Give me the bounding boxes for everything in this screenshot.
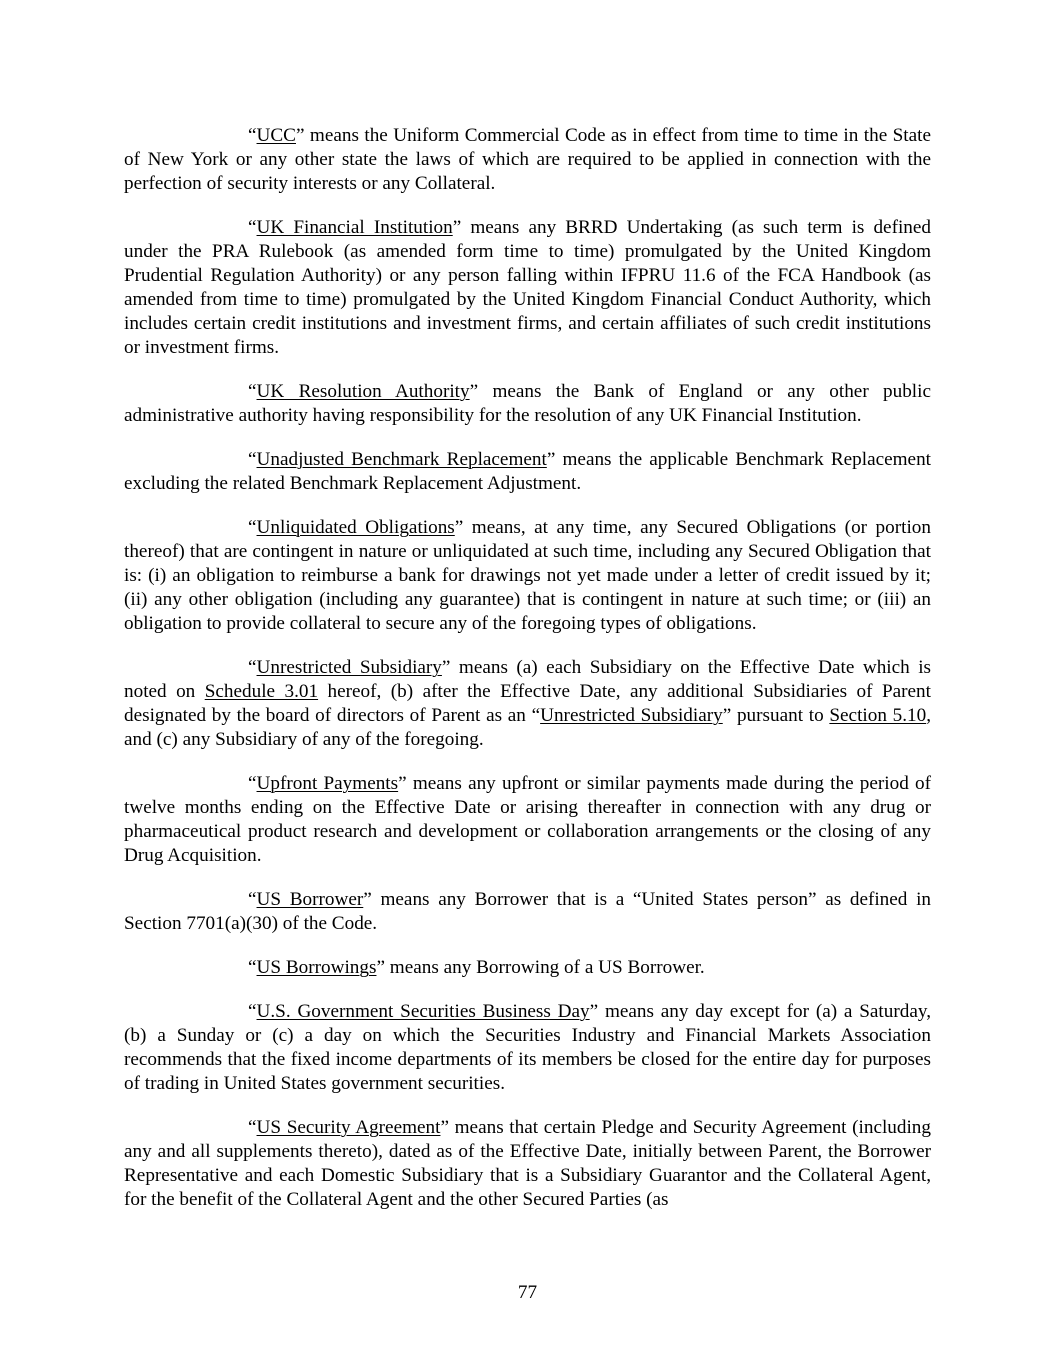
definition-text: means any day except for (a) a Saturday, (b) a Sunday or (c) a day on which the Securities Industry and Financial Markets Association recommends that the fixed income departments of its members be closed for the entire day for purposes of trading in United States government securities.	[124, 1001, 931, 1094]
defined-term: Upfront Payments	[256, 773, 399, 794]
page-number: 77	[517, 1282, 538, 1303]
defined-term: US Security Agreement	[256, 1117, 441, 1138]
definition-unliquidated-obligations: “Unliquidated Obligations” means, at any time, any Secured Obligations (or portion thereof) that are contingent in nature or unliquidated at such time, including any Secured Obligation that is: (i) an obligation to reimburse a bank for drawings not yet made under a letter of credit issued by it; (ii) any other obligation (including any guarantee) that is contingent in nature at such time; or (iii) an obligation to provide collateral to secure any of the foregoing types of obligations.	[124, 517, 931, 634]
definition-text: means any upfront or similar payments made during the period of twelve months ending on the Effective Date or arising thereafter in connection with any drug or pharmaceutical product research and development or collaboration arrangements or the closing of any Drug Acquisition.	[124, 773, 931, 866]
term-reference-link: Unrestricted Subsidiary	[540, 705, 723, 726]
definition-text: hereof, (b) after the Effective Date, any additional Subsidiaries of Parent designated by the board of directors of Parent as an “	[124, 681, 931, 726]
section-reference-link: Section 5.10	[829, 705, 927, 726]
definition-text: means any Borrower that is a “United States person” as defined in Section 7701(a)(30) of the Code.	[124, 889, 931, 934]
definition-us-borrower: “US Borrower” means any Borrower that is a “United States person” as defined in Section 7701(a)(30) of the Code.	[124, 889, 931, 934]
defined-term: UK Financial Institution	[256, 217, 453, 238]
definition-text: , and (c) any Subsidiary of any of the foregoing.	[124, 705, 931, 750]
definition-us-borrowings: “US Borrowings” means any Borrowing of a US Borrower.	[248, 957, 705, 978]
defined-term: UK Resolution Authority	[256, 381, 470, 402]
definition-unrestricted-subsidiary: “Unrestricted Subsidiary” means (a) each Subsidiary on the Effective Date which is noted on Schedule 3.01 hereof, (b) after the Effective Date, any additional Subsidiaries of Parent designated by the board of directors of Parent as an “Unrestricted Subsidiary” pursuant to Section 5.10, and (c) any Subsidiary of any of the foregoing.	[124, 657, 931, 750]
definition-text: means (a) each Subsidiary on the Effective Date which is noted on	[124, 657, 931, 702]
defined-term: UCC	[256, 125, 296, 146]
definition-uk-financial-institution: “UK Financial Institution” means any BRRD Undertaking (as such term is defined under the PRA Rulebook (as amended form time to time) promulgated by the United Kingdom Prudential Regulation Authority) or any person falling within IFPRU 11.6 of the FCA Handbook (as amended from time to time) promulgated by the United Kingdom Financial Conduct Authority, which includes certain credit institutions and investment firms, and certain affiliates of such credit institutions or investment firms.	[124, 217, 932, 358]
definition-text: means the Uniform Commercial Code as in effect from time to time in the State of New York or any other state the laws of which are required to be applied in connection with the perfection of security interests or any Collateral.	[124, 125, 931, 194]
definition-us-security-agreement: “US Security Agreement” means that certain Pledge and Security Agreement (including any and all supplements thereto), dated as of the Effective Date, initially between Parent, the Borrower Representative and each Domestic Subsidiary that is a Subsidiary Guarantor and the Collateral Agent, for the benefit of the Collateral Agent and the other Secured Parties (as	[124, 1117, 931, 1210]
definition-unadjusted-benchmark-replacement: “Unadjusted Benchmark Replacement” means the applicable Benchmark Replacement excluding the related Benchmark Replacement Adjustment.	[124, 449, 931, 494]
definition-text: means any BRRD Undertaking (as such term is defined under the PRA Rulebook (as amended form time to time) promulgated by the United Kingdom Prudential Regulation Authority) or any person falling within IFPRU 11.6 of the FCA Handbook (as amended from time to time) promulgated by the United Kingdom Financial Conduct Authority, which includes certain credit institutions and investment firms, and certain affiliates of such credit institutions or investment firms.	[124, 217, 932, 358]
defined-term: U.S. Government Securities Business Day	[256, 1001, 590, 1022]
definition-text: means that certain Pledge and Security Agreement (including any and all supplements thereto), dated as of the Effective Date, initially between Parent, the Borrower Representative and each Domestic Subsidiary that is a Subsidiary Guarantor and the Collateral Agent, for the benefit of the Collateral Agent and the other Secured Parties (as	[124, 1117, 931, 1210]
defined-term: Unliquidated Obligations	[256, 517, 455, 538]
definition-text: means any Borrowing of a US Borrower.	[385, 957, 705, 978]
defined-term: US Borrower	[256, 889, 364, 910]
defined-term: US Borrowings	[256, 957, 377, 978]
definition-us-government-securities-business-day: “U.S. Government Securities Business Day” means any day except for (a) a Saturday, (b) a Sunday or (c) a day on which the Securities Industry and Financial Markets Association recommends that the fixed income departments of its members be closed for the entire day for purposes of trading in United States government securities.	[124, 1001, 931, 1094]
definition-text: means, at any time, any Secured Obligations (or portion thereof) that are contingent in nature or unliquidated at such time, including any Secured Obligation that is: (i) an obligation to reimburse a bank for drawings not yet made under a letter of credit issued by it; (ii) any other obligation (including any guarantee) that is contingent in nature at such time; or (iii) an obligation to provide collateral to secure any of the foregoing types of obligations.	[124, 517, 931, 634]
definition-text: means the applicable Benchmark Replacement excluding the related Benchmark Replacement Adjustment.	[124, 449, 931, 494]
schedule-reference-link: Schedule 3.01	[204, 681, 319, 702]
defined-term: Unrestricted Subsidiary	[256, 657, 442, 678]
defined-term: Unadjusted Benchmark Replacement	[256, 449, 547, 470]
definition-uk-resolution-authority: “UK Resolution Authority” means the Bank of England or any other public administrative authority having responsibility for the resolution of any UK Financial Institution.	[124, 381, 931, 426]
definition-text: means the Bank of England or any other public administrative authority having responsibility for the resolution of any UK Financial Institution.	[124, 381, 931, 426]
document-page	[124, 124, 931, 1232]
definition-upfront-payments: “Upfront Payments” means any upfront or similar payments made during the period of twelve months ending on the Effective Date or arising thereafter in connection with any drug or pharmaceutical product research and development or collaboration arrangements or the closing of any Drug Acquisition.	[124, 773, 931, 866]
definition-text: ” pursuant to	[722, 705, 830, 726]
definition-ucc: “UCC” means the Uniform Commercial Code as in effect from time to time in the State of New York or any other state the laws of which are required to be applied in connection with the perfection of security interests or any Collateral.	[124, 125, 931, 194]
